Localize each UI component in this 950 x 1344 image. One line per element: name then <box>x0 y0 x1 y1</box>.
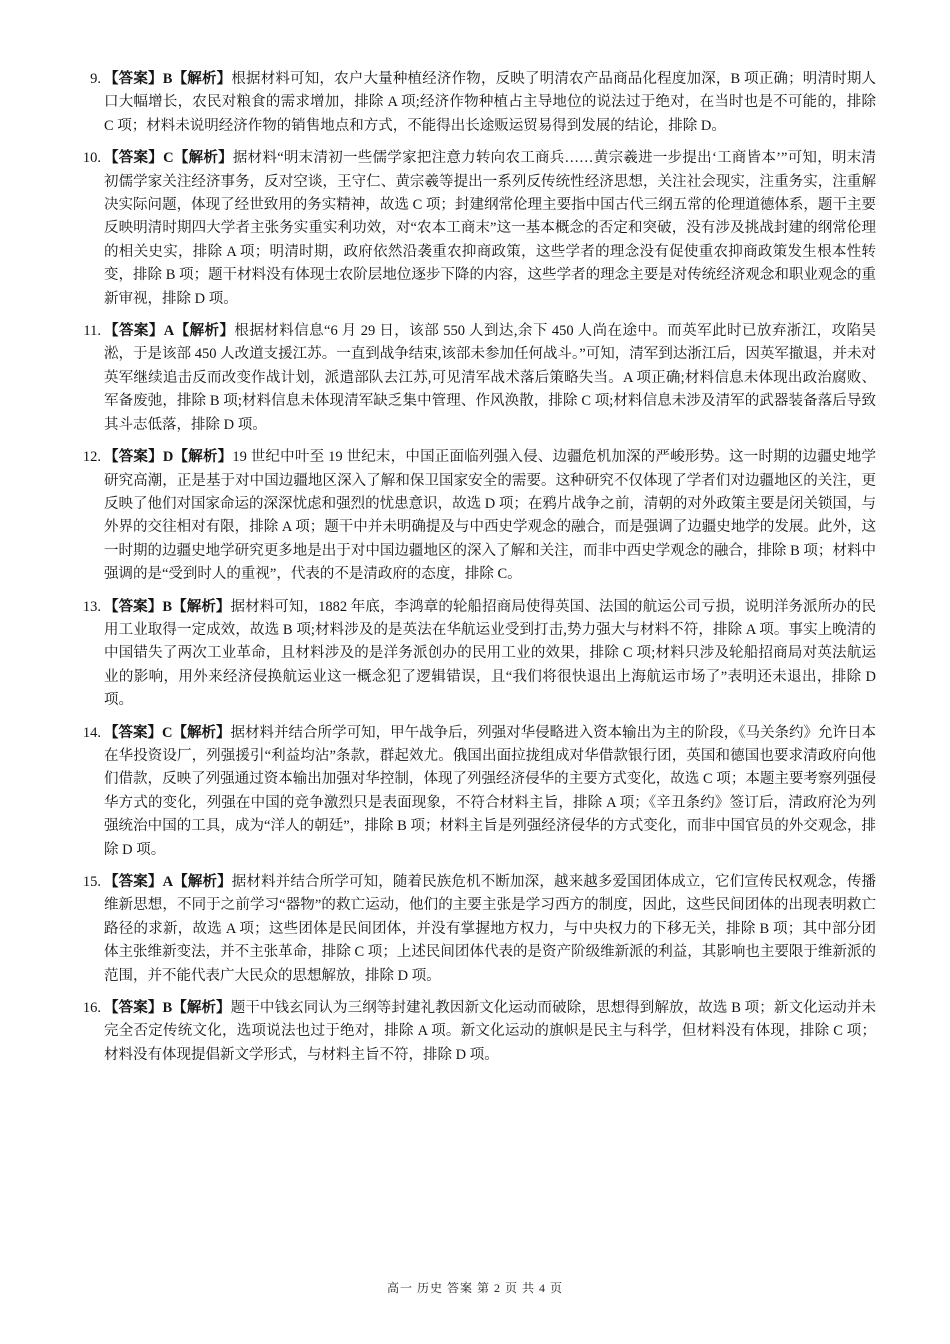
item-number: 16. <box>82 1000 101 1017</box>
page-footer: 高一 历史 答案 第 2 页 共 4 页 <box>386 1280 563 1295</box>
item-analysis-text: 据材料并结合所学可知，随着民族危机不断加深，越来越多爱国团体成立，它们宣传民权观念，传播维新思想，不同于之前学习“器物”的救亡运动，他们的主要主张是学习西方的制度，因此，这些民间团体的出现表明救亡路径的求新，故选 A 项；这些团体是民间团体，并没有掌握地方权力，与中央权力的下移无关，排除 B 项；其中部分团体主张维新变法，并不主张革命，排除 C 项；上述民间团体代表的是资产阶级维新派的利益，其影响也主要限于维新派的范围，并不能代表广大民众的思想解放，排除 D 项。 <box>104 874 876 984</box>
item-answer-head: 【答案】C【解析】 <box>104 150 233 167</box>
item-answer-head: 【答案】D【解析】 <box>104 449 233 466</box>
item-analysis-text: 据材料可知，1882 年底，李鸿章的轮船招商局使得英国、法国的航运公司亏损，说明洋务派所办的民用工业取得一定成效，故选 B 项;材料涉及的是英法在华航运业受到打击,势力强大与材料不符，排除 A 项。事实上晚清的中国错失了两次工业革命，且材料涉及的是洋务派创办的民用工业的效果，排除 C 项;材料只涉及轮船招商局对英法航运业的影响，用外来经济侵换航运业这一概念犯了逻辑错误，且“我们将很快退出上海航运市场了”表明还未退出，排除 D 项。 <box>104 598 877 709</box>
item-answer-head: 【答案】B【解析】 <box>104 71 232 87</box>
item-analysis-text: 据材料并结合所学可知，甲午战争后，列强对华侵略进入资本输出为主的阶段，《马关条约》允许日本在华投资设厂，列强援引“利益均沾”条款，群起效尤。俄国出面拉拢组成对华借款银行团，英国和德国也要求清政府向他们借款，反映了列强通过资本输出加强对华控制，体现了列强经济侵华的主要方式变化，故选 C 项；本题主要考察列强侵华方式的变化，列强在中国的竞争激烈只是表面现象，不符合材料主旨，排除 A 项；《辛丑条约》签订后，清政府沦为列强统治中国的工具，成为“洋人的朝廷”，排除 B 项；材料主旨是列强经济侵华的方式变化，而非中国官员的外交观念，排除 D 项。 <box>104 724 876 858</box>
answer-item-14 <box>75 722 876 862</box>
answer-item-12 <box>75 446 876 586</box>
item-answer-head: 【答案】B【解析】 <box>104 1000 231 1017</box>
item-number: 9. <box>90 71 101 87</box>
item-number: 11. <box>83 323 101 340</box>
item-answer-head: 【答案】C【解析】 <box>104 724 231 741</box>
answer-item-10 <box>75 147 876 311</box>
item-answer-head: 【答案】A【解析】 <box>104 323 235 340</box>
answer-item-11 <box>75 320 876 437</box>
item-number: 15. <box>82 874 101 890</box>
item-analysis-text: 根据材料可知，农户大量种植经济作物，反映了明清农产品商品化程度加深，B 项正确；明清时期人口大幅增长，农民对粮食的需求增加，排除 A 项;经济作物种植占主导地位的说法过于绝对，在当时也是不可能的，排除 C 项；材料未说明经济作物的销售地点和方式，不能得出长途贩运贸易得到发展的结论，排除 D。 <box>104 71 877 134</box>
item-number: 10. <box>82 150 101 167</box>
item-analysis-text: 根据材料信息“6 月 29 日，该部 550 人到达,余下 450 人尚在途中。而英军此时已放弃浙江，攻陷吴淞，于是该部 450 人改道支援江苏。一直到战争结束,该部未参加任何战斗。”可知，清军到达浙江后，因英军撤退，并未对英军继续追击反而改变作战计划，派遣部队去江苏,可见清军战术落后策略失当。A 项正确;材料信息未体现出政治腐败、军备废弛，排除 B 项;材料信息未体现清军缺乏集中管理、作风涣散，排除 C 项;材料信息未涉及清军的武器装备落后导致其斗志低落，排除 D 项。 <box>104 323 876 433</box>
item-analysis-text: 题干中钱玄同认为三纲等封建礼教因新文化运动而破除，思想得到解放，故选 B 项；新文化运动并未完全否定传统文化，选项说法也过于绝对，排除 A 项。新文化运动的旗帜是民主与科学，但材料没有体现，排除 C 项；材料没有体现提倡新文学形式，与材料主旨不符，排除 D 项。 <box>104 1000 877 1063</box>
answer-item-16 <box>75 997 876 1067</box>
item-analysis-text: 据材料“明末清初一些儒学家把注意力转向农工商兵……黄宗羲进一步提出‘工商皆本’”可知，明末清初儒学家关注经济事务，反对空谈，王守仁、黄宗羲等提出一系列反传统性经济思想，关注社会现实，注重务实，注重解决实际问题，体现了经世致用的务实精神，故选 C 项；封建纲常伦理主要指中国古代三纲五常的伦理道德体系，题干主要反映明清时期四大学者主张务实重实利功效，对“农本工商末”这一基本概念的否定和突破，没有涉及挑战封建的纲常伦理的相关史实，排除 A 项；明清时期，政府依然沿袭重农抑商政策，这些学者的理念没有促使重农抑商政策发生根本性转变，排除 B 项；题干材料没有体现士农阶层地位逐步下降的内容，这些学者的理念主要是对传统经济观念和职业观念的重新审视，排除 D 项。 <box>104 150 876 307</box>
item-analysis-text: 19 世纪中叶至 19 世纪末，中国正面临列强入侵、边疆危机加深的严峻形势。这一时期的边疆史地学研究高潮，正是基于对中国边疆地区深入了解和保卫国家安全的需要。这种研究不仅体现了学者们对边疆地区的关注，更反映了他们对国家命运的深深忧虑和强烈的忧患意识，故选 D 项；在鸦片战争之前，清朝的对外政策主要是闭关锁国，与外界的交往相对有限，排除 A 项；题干中并未明确提及与中西史学观念的融合，而是强调了边疆史地学的发展。此外，这一时期的边疆史地学研究更多地是出于对中国边疆地区的深入了解和关注，而非中西史学观念的融合，排除 B 项；材料中强调的是“受到时人的重视”，代表的不是清政府的态度，排除 C。 <box>104 449 876 583</box>
answer-item-9 <box>75 68 876 138</box>
answer-item-13 <box>75 596 876 713</box>
item-number: 13. <box>82 598 101 615</box>
item-answer-head: 【答案】A【解析】 <box>104 874 232 890</box>
item-number: 14. <box>82 724 101 741</box>
answer-item-15 <box>75 871 876 988</box>
item-number: 12. <box>82 449 101 466</box>
item-answer-head: 【答案】B【解析】 <box>104 598 231 615</box>
